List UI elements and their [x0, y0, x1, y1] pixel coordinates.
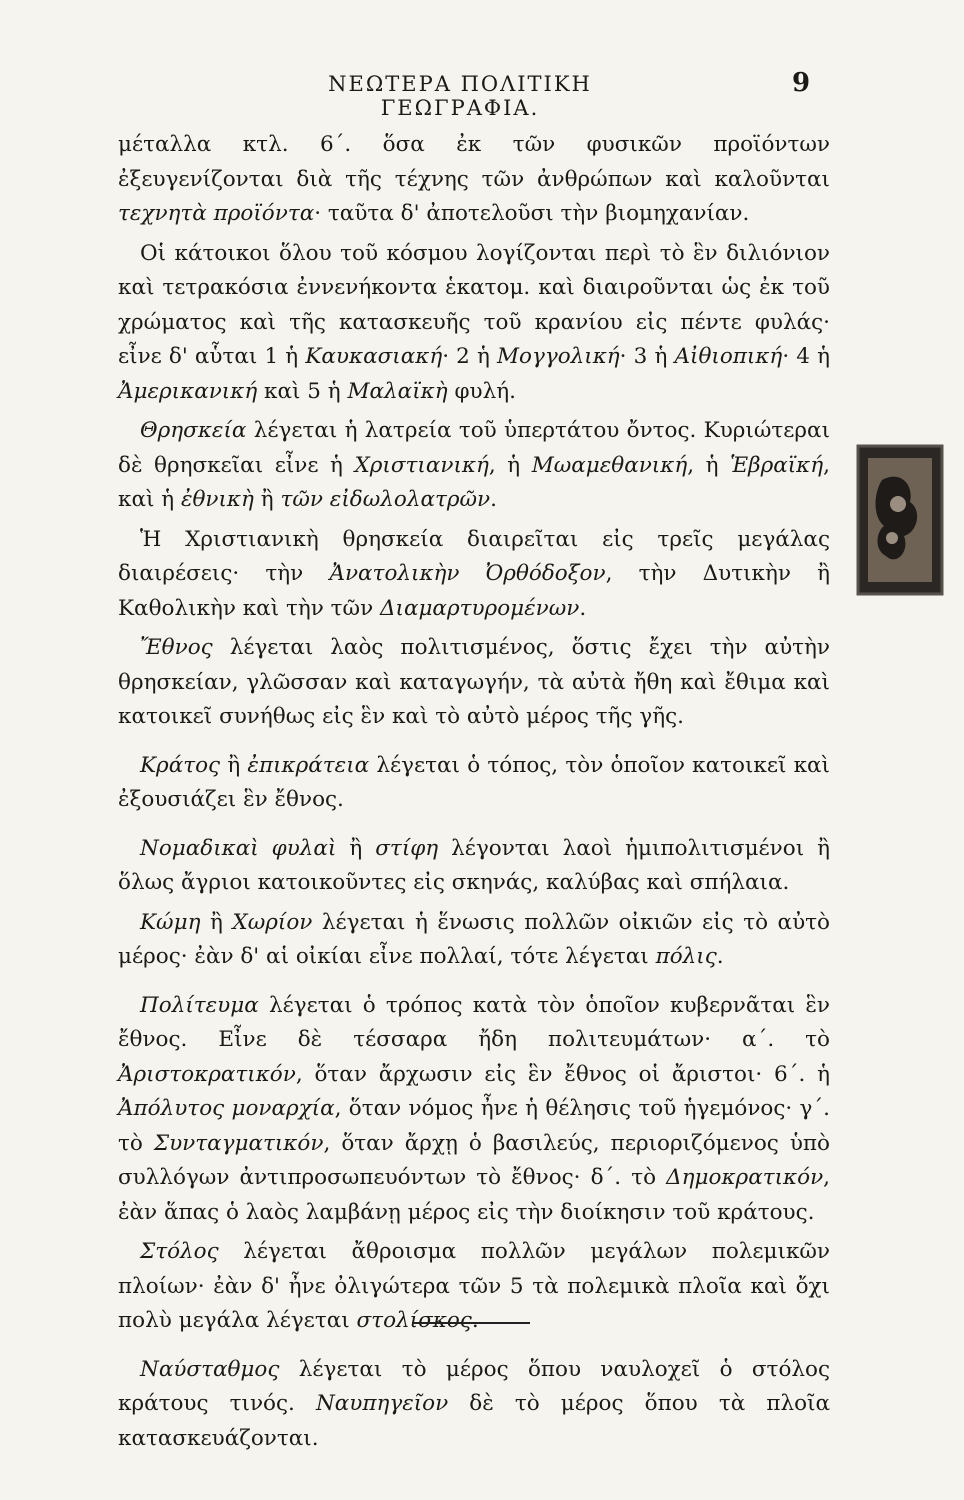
- defined-term: Στόλος: [140, 1239, 219, 1264]
- text-run: λέγεται ἡ λατρεία τοῦ ὑπερτάτου ὄντος. Κυριώτεραι δὲ θρησκεῖαι εἶνε ἡ: [118, 418, 830, 478]
- defined-term: Κράτος: [140, 752, 221, 778]
- defined-term: Ἀνατολικὴν Ὀρθόδοξον: [329, 561, 606, 586]
- text-run: δὲ τὸ μέρος ὅπου τὰ πλοῖα κατασκευάζονται.: [118, 1391, 830, 1451]
- defined-term: Θρησκεία: [140, 418, 247, 443]
- paragraph: [118, 523, 830, 627]
- defined-term: στίφη: [375, 835, 439, 861]
- text-run: λέγεται ὁ τρόπος κατὰ τὸν ὁποῖον κυβερνᾶται ἓν ἔθνος. Εἶνε δὲ τέσσαρα ἤδη πολιτευμάτων· α΄. τὸ: [118, 992, 830, 1052]
- defined-term: Ναυπηγεῖον: [315, 1391, 449, 1416]
- text-run: φυλή.: [447, 378, 516, 404]
- text-run: .: [716, 944, 724, 969]
- defined-term: Νομαδικαὶ φυλαὶ: [140, 835, 337, 861]
- defined-term: τεχνητὰ προϊόντα: [118, 201, 315, 226]
- paragraph: [118, 906, 830, 975]
- defined-term: Μογγολική: [497, 344, 620, 369]
- text-run: λέγεται τὸ μέρος ὅπου ναυλοχεῖ ὁ στόλος κράτους τινός.: [118, 1356, 830, 1416]
- text-run: .: [471, 1308, 479, 1333]
- defined-term: Μαλαϊκὴ: [347, 378, 448, 404]
- text-run: · 4 ἡ: [782, 344, 831, 369]
- text-run: , τὴν Δυτικὴν ἢ Καθολικὴν καὶ τὴν τῶν: [118, 561, 830, 621]
- paragraph: [118, 1353, 830, 1457]
- text-run: , ἐὰν ἅπας ὁ λαὸς λαμβάνῃ μέρος εἰς τὴν διοίκησιν τοῦ κράτους.: [118, 1165, 830, 1225]
- text-run: λέγεται λαὸς πολιτισμένος, ὅστις ἔχει τὴν αὐτὴν θρησκείαν, γλῶσσαν καὶ καταγωγήν, τὰ αὐτὰ ἤθη καὶ ἔθιμα καὶ κατοικεῖ συνήθως εἰς ἓν καὶ τὸ αὐτὸ μέρος τῆς γῆς.: [118, 635, 830, 729]
- text-run: λέγεται ἄθροισμα πολλῶν μεγάλων πολεμικῶν πλοίων· ἐὰν δ' ἦνε ὀλιγώτερα τῶν 5 τὰ πολεμικὰ πλοῖα καὶ ὄχι πολὺ μεγάλα λέγεται: [118, 1239, 830, 1333]
- body-text: [118, 128, 830, 1461]
- defined-term: πόλις: [655, 944, 717, 969]
- defined-term: Χριστιανική: [354, 452, 489, 478]
- text-run: ἢ: [253, 487, 281, 512]
- defined-term: Ναύσταθμος: [140, 1356, 280, 1382]
- section-end-rule: [412, 1322, 530, 1324]
- text-run: Οἱ κάτοικοι ὅλου τοῦ κόσμου λογίζονται περὶ τὸ ἓν διλιόνιον καὶ τετρακόσια ἐννενήκοντα ἑκατομ. καὶ διαιροῦνται ὡς ἐκ τοῦ χρώματος καὶ τῆς κατασκευῆς τοῦ κρανίου εἰς πέντε φυλάς· εἶνε δ' αὗται 1 ἡ: [118, 240, 830, 369]
- defined-term: Συνταγματικόν: [153, 1130, 324, 1156]
- text-run: , ἡ: [488, 452, 532, 478]
- defined-term: Χωρίον: [232, 909, 313, 935]
- defined-term: Καυκασιακή: [305, 344, 443, 369]
- paragraph: [118, 832, 830, 901]
- defined-term: Αἰθιοπική: [674, 344, 783, 369]
- paragraph: [118, 237, 830, 410]
- text-run: ἢ: [336, 835, 376, 861]
- text-run: λέγονται λαοὶ ἡμιπολιτισμένοι ἢ ὅλως ἄγριοι κατοικοῦντες εἰς σκηνάς, καλύβας καὶ σπήλαια.: [118, 835, 830, 895]
- paragraph: [118, 414, 830, 518]
- text-run: .: [579, 595, 587, 621]
- defined-term: Ἀριστοκρατικόν: [118, 1061, 296, 1087]
- text-run: καὶ 5 ἡ: [257, 378, 348, 404]
- paragraph: [118, 631, 830, 735]
- defined-term: Κώμη: [140, 909, 201, 935]
- text-run: , ἡ: [687, 452, 731, 478]
- running-head: ΝΕΩΤΕΡΑ ΠΟΛΙΤΙΚΗ ΓΕΩΓΡΑΦΙΑ.: [328, 72, 592, 120]
- defined-term: ἐπικράτεια: [247, 752, 370, 778]
- text-run: , ὅταν νόμος ἦνε ἡ θέλησις τοῦ ἡγεμόνος· γ΄. τὸ: [118, 1096, 830, 1156]
- paragraph: [118, 749, 830, 818]
- text-run: , καὶ ἡ: [118, 452, 831, 512]
- text-run: · ταῦτα δ' ἀποτελοῦσι τὴν βιομηχανίαν.: [314, 201, 750, 226]
- text-run: μέταλλα κτλ. 6΄. ὅσα ἐκ τῶν φυσικῶν προϊόντων ἐξευγενίζονται διὰ τῆς τέχνης τῶν ἀνθρώπων καὶ καλοῦνται: [118, 132, 830, 192]
- defined-term: τῶν εἰδωλολατρῶν: [280, 487, 491, 512]
- defined-term: ἐθνικὴ: [180, 487, 254, 512]
- text-run: · 3 ἡ: [619, 344, 675, 369]
- page-number: 9: [792, 68, 811, 98]
- text-run: , ὅταν ἄρχωσιν εἰς ἓν ἔθνος οἱ ἄριστοι· 6΄. ἡ: [295, 1061, 830, 1087]
- defined-term: Ἑβραϊκή: [730, 452, 824, 478]
- paragraph: [118, 989, 830, 1231]
- defined-term: Μωαμεθανική: [531, 452, 688, 478]
- defined-term: Ἔθνος: [140, 635, 213, 660]
- defined-term: Ἀπόλυτος μοναρχία: [118, 1096, 335, 1121]
- text-run: λέγεται ὁ τόπος, τὸν ὁποῖον κατοικεῖ καὶ ἐξουσιάζει ἓν ἔθνος.: [118, 752, 830, 812]
- text-run: ἢ: [200, 909, 233, 935]
- defined-term: Ἀμερικανική: [118, 378, 258, 404]
- text-run: .: [490, 487, 497, 512]
- library-stamp-image: [852, 440, 948, 600]
- text-run: ἢ: [220, 752, 248, 778]
- defined-term: Πολίτευμα: [140, 992, 259, 1018]
- defined-term: Διαμαρτυρομένων: [379, 595, 580, 621]
- paragraph: [118, 128, 830, 232]
- text-run: , ὅταν ἄρχῃ ὁ βασιλεύς, περιοριζόμενος ὑπὸ συλλόγων ἀντιπροσωπευόντων τὸ ἔθνος· δ΄. τὸ: [118, 1130, 830, 1190]
- defined-term: στολίσκος: [356, 1308, 472, 1333]
- text-run: λέγεται ἡ ἕνωσις πολλῶν οἰκιῶν εἰς τὸ αὐτὸ μέρος· ἐὰν δ' αἱ οἰκίαι εἶνε πολλαί, τότε λέγεται: [118, 909, 830, 969]
- defined-term: Δημοκρατικόν: [666, 1165, 824, 1190]
- text-run: · 2 ἡ: [442, 344, 498, 369]
- text-run: Ἡ Χριστιανικὴ θρησκεία διαιρεῖται εἰς τρεῖς μεγάλας διαιρέσεις· τὴν: [118, 526, 830, 586]
